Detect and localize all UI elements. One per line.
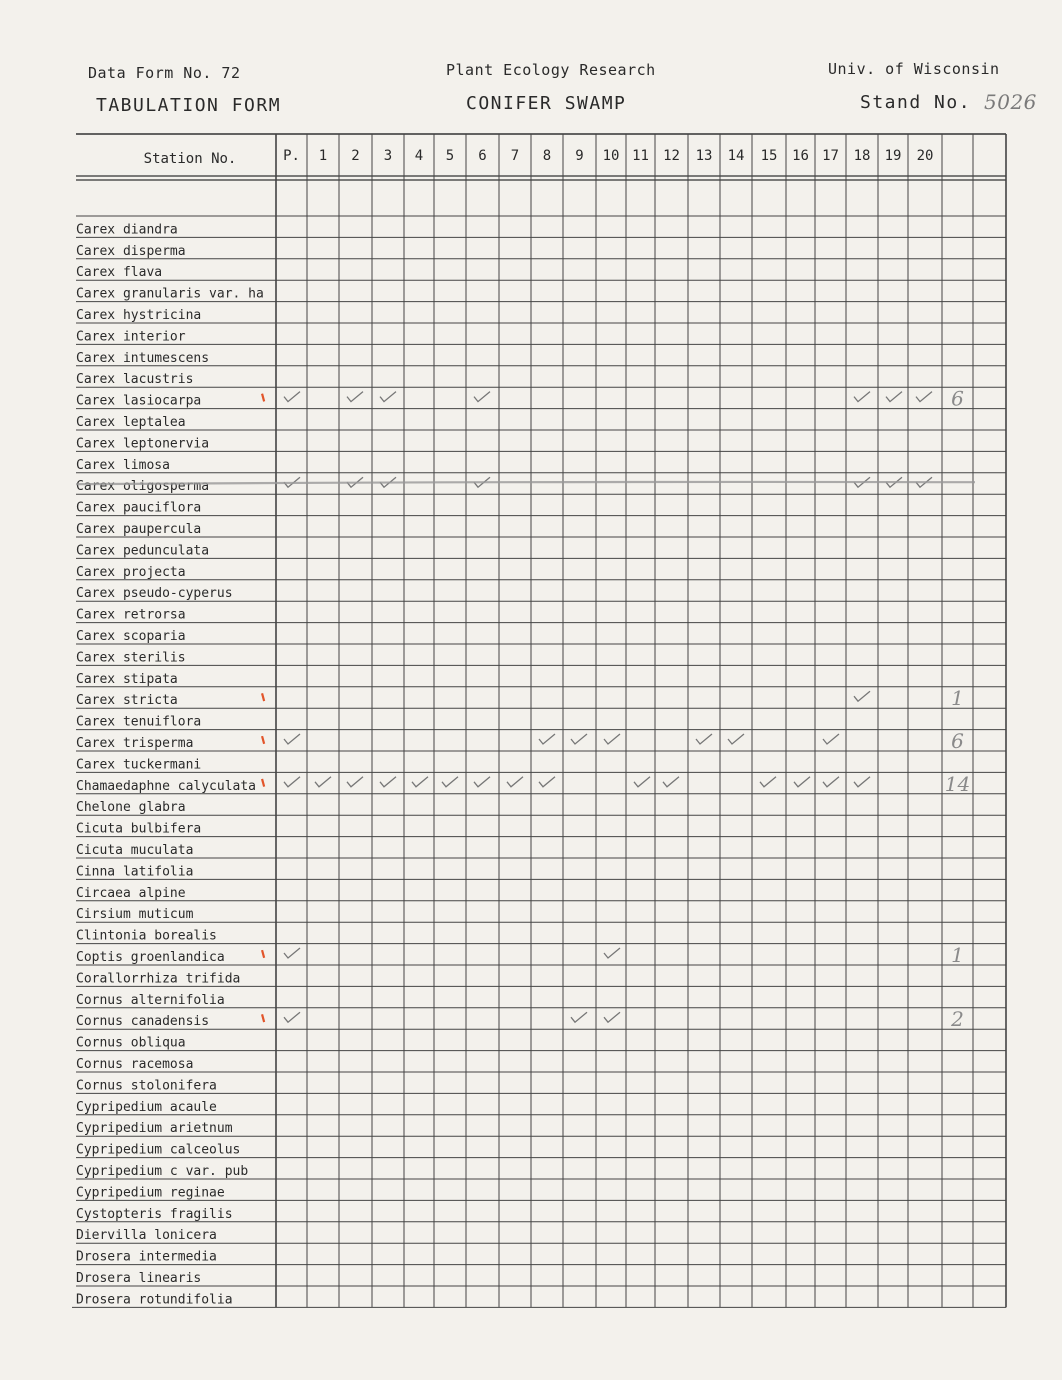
species-name: Carex granularis var. ha bbox=[76, 286, 264, 302]
species-name: Carex pedunculata bbox=[76, 543, 210, 559]
species-name: Clintonia borealis bbox=[76, 928, 217, 944]
station-label: Station No. bbox=[143, 151, 237, 167]
station-number: 1 bbox=[318, 148, 328, 164]
orange-tick-mark bbox=[261, 1014, 265, 1022]
check-mark bbox=[347, 777, 363, 787]
station-number: 5 bbox=[445, 148, 455, 164]
check-mark bbox=[760, 777, 776, 787]
station-number: 3 bbox=[383, 148, 393, 164]
station-number: 6 bbox=[478, 148, 487, 164]
species-name: Carex disperma bbox=[76, 243, 186, 259]
check-mark bbox=[284, 392, 300, 402]
species-name: Carex flava bbox=[76, 265, 163, 281]
species-name: Carex lacustris bbox=[76, 372, 194, 388]
species-name: Carex retrorsa bbox=[76, 607, 186, 623]
check-mark bbox=[412, 777, 428, 787]
check-mark bbox=[571, 1012, 587, 1022]
species-name: Carex diandra bbox=[76, 222, 178, 238]
row-total: 14 bbox=[944, 771, 971, 796]
check-mark bbox=[507, 777, 523, 787]
station-number: 16 bbox=[792, 148, 809, 164]
orange-tick-mark bbox=[261, 736, 265, 744]
species-name: Corallorrhiza trifida bbox=[76, 971, 241, 987]
station-number: 13 bbox=[695, 148, 713, 164]
stand-label: Stand No. bbox=[860, 92, 972, 113]
species-name: Carex pseudo-cyperus bbox=[76, 586, 233, 602]
check-mark bbox=[284, 734, 300, 744]
species-name: Cystopteris fragilis bbox=[76, 1206, 233, 1222]
species-name: Carex interior bbox=[76, 329, 186, 345]
species-name: Carex tenuiflora bbox=[76, 714, 202, 730]
station-number: 15 bbox=[760, 148, 778, 164]
check-mark bbox=[539, 777, 555, 787]
station-number: P. bbox=[283, 148, 300, 164]
species-name: Carex paupercula bbox=[76, 522, 202, 537]
species-name: Diervilla lonicera bbox=[76, 1228, 217, 1244]
check-mark bbox=[634, 777, 650, 787]
species-name: Carex lasiocarpa bbox=[76, 393, 202, 409]
species-name: Drosera rotundifolia bbox=[76, 1292, 233, 1308]
species-name: Carex oligosperma bbox=[76, 479, 210, 495]
species-name: Carex stricta bbox=[76, 693, 178, 709]
check-mark bbox=[347, 392, 363, 402]
station-number: 8 bbox=[542, 148, 552, 164]
species-name: Carex leptalea bbox=[76, 415, 186, 430]
species-name: Chelone glabra bbox=[76, 800, 186, 816]
species-name: Carex stipata bbox=[76, 671, 178, 687]
form-title: TABULATION FORM bbox=[96, 95, 282, 116]
species-name: Cirsium muticum bbox=[76, 907, 194, 923]
check-mark bbox=[696, 734, 712, 744]
station-number: 19 bbox=[884, 148, 902, 164]
check-mark bbox=[474, 777, 490, 787]
check-mark bbox=[604, 1012, 620, 1022]
check-mark bbox=[284, 1012, 300, 1022]
row-total: 2 bbox=[951, 1007, 964, 1032]
stand-number: 5026 bbox=[984, 90, 1037, 114]
species-name: Coptis groenlandica bbox=[76, 950, 225, 965]
species-name: Cornus canadensis bbox=[76, 1014, 210, 1030]
species-name: Cypripedium arietnum bbox=[76, 1121, 233, 1137]
check-mark bbox=[854, 691, 870, 701]
check-mark bbox=[539, 734, 555, 744]
station-number: 14 bbox=[727, 148, 745, 164]
check-mark bbox=[604, 948, 620, 958]
species-name: Cypripedium reginae bbox=[76, 1185, 225, 1201]
row-total: 1 bbox=[951, 943, 964, 967]
species-name: Cypripedium acaule bbox=[76, 1099, 217, 1115]
species-name: Carex sterilis bbox=[76, 650, 186, 666]
orange-tick-mark bbox=[261, 779, 265, 787]
orange-tick-mark bbox=[261, 693, 265, 701]
species-name: Carex hystricina bbox=[76, 308, 202, 323]
check-mark bbox=[442, 777, 458, 787]
strike-through-line bbox=[76, 482, 975, 484]
check-mark bbox=[728, 734, 744, 744]
row-total: 6 bbox=[951, 386, 964, 411]
species-name: Carex projecta bbox=[76, 564, 186, 580]
species-name: Carex leptonervia bbox=[76, 436, 210, 452]
species-name: Cinna latifolia bbox=[76, 864, 194, 880]
species-name: Cicuta bulbifera bbox=[76, 821, 202, 837]
station-number: 17 bbox=[822, 148, 839, 164]
species-name: Carex tuckermani bbox=[76, 757, 202, 773]
check-mark bbox=[823, 777, 839, 787]
species-name: Carex scoparia bbox=[76, 629, 186, 644]
species-name: Circaea alpine bbox=[76, 885, 186, 901]
check-mark bbox=[315, 777, 331, 787]
station-number: 9 bbox=[575, 148, 584, 164]
species-name: Cypripedium c var. pub bbox=[76, 1164, 249, 1179]
orange-tick-mark bbox=[261, 950, 265, 958]
station-number: 18 bbox=[853, 148, 871, 164]
check-mark bbox=[284, 948, 300, 958]
species-name: Carex limosa bbox=[76, 457, 170, 473]
species-name: Cypripedium calceolus bbox=[76, 1142, 241, 1158]
form-number: Data Form No. 72 bbox=[88, 64, 241, 82]
community-type: CONIFER SWAMP bbox=[466, 93, 627, 114]
species-name: Cornus alternifolia bbox=[76, 992, 225, 1008]
species-name: Carex intumescens bbox=[76, 350, 210, 366]
check-mark bbox=[823, 734, 839, 744]
orange-tick-mark bbox=[261, 393, 265, 401]
check-mark bbox=[663, 777, 679, 787]
station-number: 11 bbox=[632, 148, 649, 164]
check-mark bbox=[571, 734, 587, 744]
row-total: 1 bbox=[951, 686, 964, 711]
check-mark bbox=[380, 392, 396, 402]
check-mark bbox=[854, 777, 870, 787]
check-mark bbox=[284, 777, 300, 787]
species-name: Cicuta muculata bbox=[76, 843, 194, 858]
check-mark bbox=[604, 734, 620, 744]
organization: Plant Ecology Research bbox=[446, 61, 656, 79]
check-mark bbox=[794, 777, 810, 787]
check-mark bbox=[886, 392, 902, 402]
species-name: Cornus racemosa bbox=[76, 1057, 194, 1072]
station-number: 12 bbox=[663, 148, 680, 164]
species-name: Drosera intermedia bbox=[76, 1249, 217, 1265]
station-number: 10 bbox=[602, 148, 620, 164]
station-number: 2 bbox=[351, 148, 360, 164]
station-number: 7 bbox=[510, 148, 520, 164]
species-name: Cornus stolonifera bbox=[76, 1078, 217, 1094]
check-mark bbox=[474, 392, 490, 402]
university: Univ. of Wisconsin bbox=[828, 60, 1000, 78]
species-name: Cornus obliqua bbox=[76, 1035, 186, 1051]
check-mark bbox=[916, 392, 932, 402]
species-name: Drosera linearis bbox=[76, 1271, 202, 1286]
species-name: Chamaedaphne calyculata bbox=[76, 778, 257, 794]
species-name: Carex pauciflora bbox=[76, 500, 202, 516]
station-number: 4 bbox=[414, 148, 424, 164]
check-mark bbox=[854, 392, 870, 402]
station-number: 20 bbox=[916, 148, 934, 164]
species-name: Carex trisperma bbox=[76, 736, 194, 751]
check-mark bbox=[380, 777, 396, 787]
row-total: 6 bbox=[951, 729, 964, 753]
